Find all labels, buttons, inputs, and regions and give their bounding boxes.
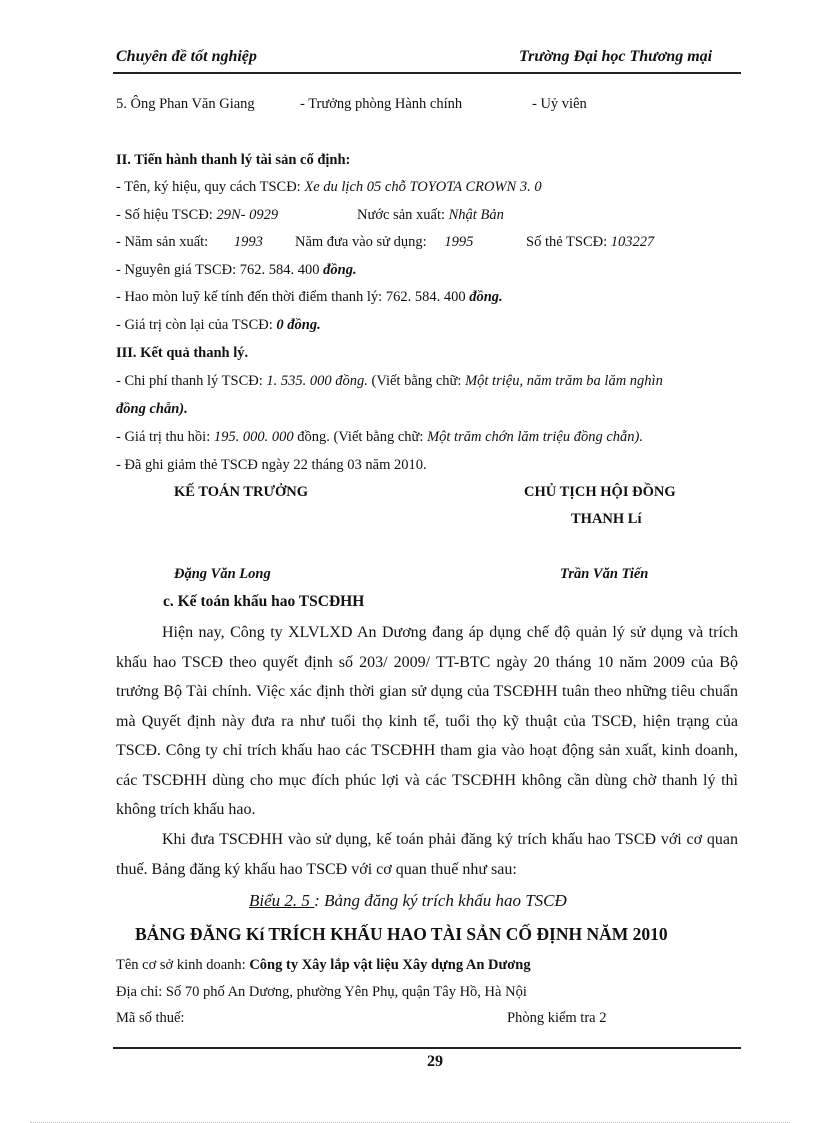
recovered-words: Một trăm chớn lăm triệu đồng chẵn). <box>427 429 644 445</box>
header-right: Trường Đại học Thương mại <box>519 48 713 65</box>
remaining-value: 0 đồng. <box>276 317 321 333</box>
member-5-role: - Uỷ viên <box>532 96 587 112</box>
depreciation-line <box>116 289 503 306</box>
table-caption <box>249 891 567 911</box>
card-value: 103227 <box>610 234 655 250</box>
depreciation-unit: đồng. <box>469 289 503 305</box>
use-year-line <box>295 234 473 251</box>
remaining-label: - Giá trị còn lại của TSCĐ: <box>116 317 277 333</box>
paragraph-2-text: Khi đưa TSCĐHH vào sử dụng, kế toán phải đăng ký trích khấu hao TSCĐ với cơ quan thuế. Bảng đăng ký khấu hao TSCĐ với cơ quan thuế như sau: <box>116 831 738 878</box>
section-3-title: III. Kết quả thanh lý. <box>116 345 249 361</box>
asset-serial-line <box>116 207 278 224</box>
member-5-name: 5. Ông Phan Văn Giang <box>116 96 255 112</box>
recovered-label: - Giá trị thu hồi: <box>116 429 214 445</box>
year-line <box>116 234 263 251</box>
tax-code-label: Mã số thuế: <box>116 1010 185 1026</box>
table-caption-label: Biểu 2. 5 <box>249 891 315 910</box>
use-year-label: Năm đưa vào sử dụng: <box>295 234 431 250</box>
card-label: Số thẻ TSCĐ: <box>526 234 611 250</box>
member-5-position: - Trưởng phòng Hành chính <box>300 96 463 112</box>
recovered-line <box>116 429 643 446</box>
remaining-line <box>116 317 321 334</box>
country-label: Nước sản xuất: <box>357 207 449 223</box>
liquidation-cost-words-label: (Viết bằng chữ: <box>367 373 466 389</box>
cost-line <box>116 262 357 279</box>
liquidation-cost-label: - Chi phí thanh lý TSCĐ: <box>116 373 267 389</box>
asset-serial-value: 29N- 0929 <box>216 207 279 223</box>
recovered-words-label: đồng. (Viết bằng chữ: <box>293 429 428 445</box>
paragraph-1-text: Hiện nay, Công ty XLVLXD An Dương đang áp dụng chế độ quản lý sử dụng và trích khấu hao TSCĐ theo quyết định số 203/ 2009/ TT-BTC ngày 20 tháng 10 năm 2009 của Bộ trưởng Bộ Tài chính. Việc xác định thời gian sử dụng của TSCĐHH tuân theo những tiêu chuẩn mà Quyết định này đưa ra như tuổi thọ kinh tế, tuổi thọ kỹ thuật của TSCĐ, hiện trạng của TSCĐ. Công ty chỉ trích khấu hao các TSCĐHH tham gia vào hoạt động sản xuất, kinh doanh, các TSCĐHH dùng cho mục đích phúc lợi và các TSCĐHH không cần dùng chờ thanh lý thì không trích khấu hao. <box>116 624 738 818</box>
liquidation-cost-value: 1. 535. 000 đồng. <box>266 373 368 389</box>
asset-name-label: - Tên, ký hiệu, quy cách TSCĐ: <box>116 179 305 195</box>
registration-title: BẢNG ĐĂNG Kí TRÍCH KHẤU HAO TÀI SẢN CỐ ĐỊNH NĂM 2010 <box>135 924 668 944</box>
cost-label: - Nguyên giá TSCĐ: 762. 584. 400 <box>116 262 324 278</box>
chief-accountant-title: KẾ TOÁN TRƯỞNG <box>174 484 309 500</box>
table-caption-text: : Bảng đăng ký trích khấu hao TSCĐ <box>314 891 567 910</box>
tax-office: Phòng kiểm tra 2 <box>507 1010 607 1026</box>
section-2-title: II. Tiến hành thanh lý tài sản cố định: <box>116 152 351 168</box>
card-line <box>526 234 654 251</box>
section-c-title: c. Kế toán khấu hao TSCĐHH <box>163 593 365 610</box>
address-line: Địa chỉ: Số 70 phố An Dương, phường Yên Phụ, quận Tây Hồ, Hà Nội <box>116 984 527 1000</box>
page-number: 29 <box>427 1053 443 1070</box>
liquidation-cost-words-cont: đồng chẵn). <box>116 401 188 417</box>
use-year-value: 1995 <box>444 234 474 250</box>
header-left: Chuyên đề tốt nghiệp <box>116 48 257 65</box>
section-c-paragraph-1 <box>116 618 738 825</box>
liquidation-cost-line <box>116 373 663 390</box>
council-chair-name: Trần Văn Tiến <box>560 566 649 582</box>
business-label: Tên cơ sở kinh doanh: <box>116 957 250 973</box>
year-value: 1993 <box>233 234 263 250</box>
country-value: Nhật Bản <box>448 207 504 223</box>
card-reduced-line: - Đã ghi giảm thẻ TSCĐ ngày 22 tháng 03 năm 2010. <box>116 457 427 473</box>
asset-name-value: Xe du lịch 05 chỗ TOYOTA CROWN 3. 0 <box>304 179 542 195</box>
header-rule <box>113 72 741 74</box>
section-c-paragraph-2 <box>116 825 738 884</box>
chief-accountant-name: Đặng Văn Long <box>174 566 271 582</box>
liquidation-cost-words: Một triệu, năm trăm ba lăm nghìn <box>465 373 663 389</box>
cost-unit: đồng. <box>323 262 357 278</box>
depreciation-label: - Hao mòn luỹ kế tính đến thời điểm thanh lý: 762. 584. 400 <box>116 289 470 305</box>
year-label: - Năm sản xuất: <box>116 234 212 250</box>
asset-serial-label: - Số hiệu TSCĐ: <box>116 207 217 223</box>
business-value: Công ty Xây lắp vật liệu Xây dựng An Dương <box>249 957 531 973</box>
footer-rule <box>113 1047 741 1049</box>
council-chair-title: CHỦ TỊCH HỘI ĐỒNG <box>524 484 676 500</box>
country-line <box>357 207 504 224</box>
recovered-value: 195. 000. 000 <box>213 429 294 445</box>
business-line <box>116 957 531 974</box>
council-chair-title-2: THANH Lí <box>571 511 642 527</box>
asset-name-line <box>116 179 542 196</box>
